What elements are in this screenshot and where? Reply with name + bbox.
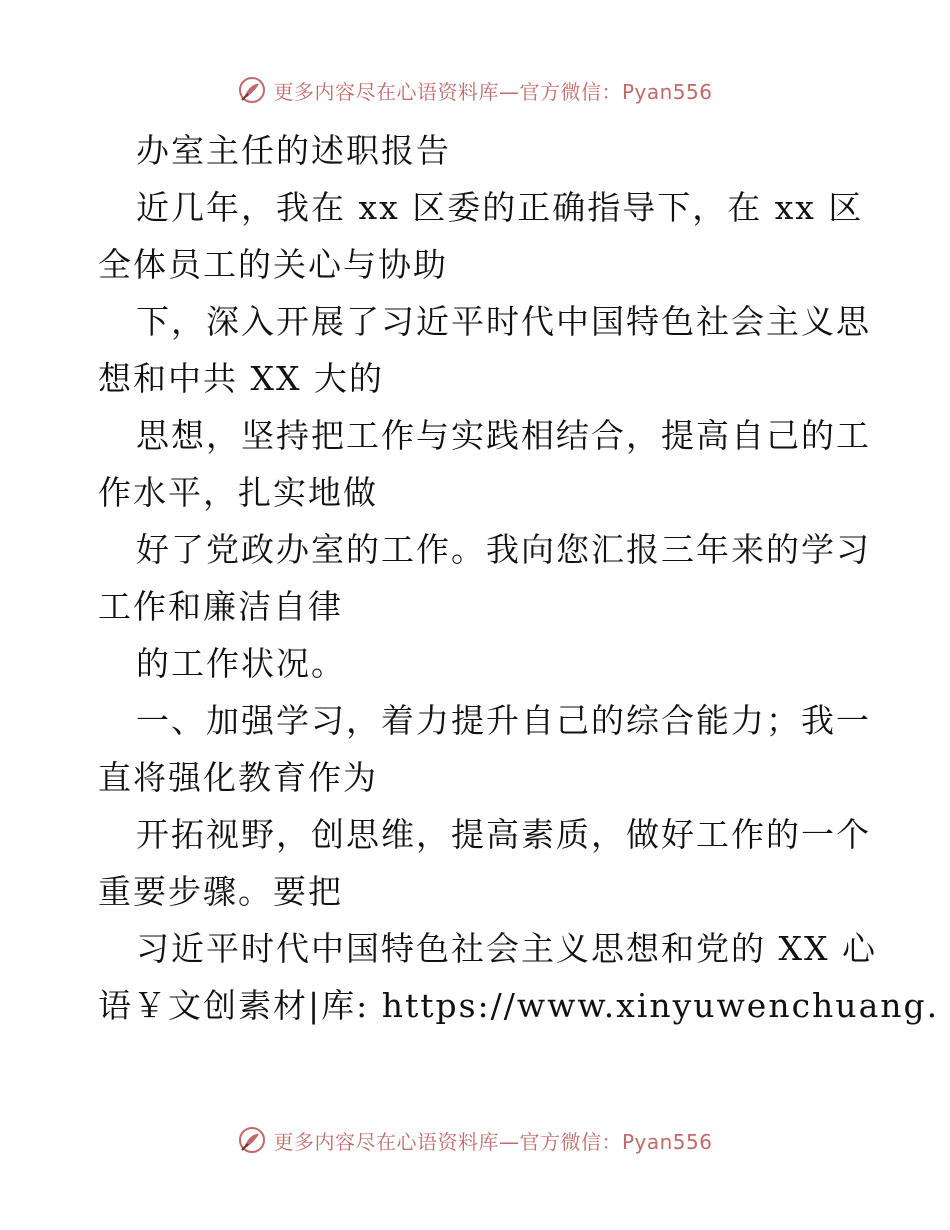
document-body bbox=[98, 122, 940, 1034]
paragraph-line: 想和中共 XX 大的 bbox=[98, 359, 384, 398]
paragraph-line: 工作和廉洁自律 bbox=[98, 587, 343, 626]
rose-pen-logo-icon bbox=[237, 1125, 267, 1155]
paragraph-line: 好了党政办室的工作。我向您汇报三年来的学习 bbox=[136, 530, 871, 569]
paragraph-line: 开拓视野，创思维，提高素质，做好工作的一个 bbox=[136, 815, 871, 854]
paragraph-line: 全体员工的关心与协助 bbox=[98, 245, 448, 284]
watermark-text: 更多内容尽在心语资料库—官方微信：Pyan556 bbox=[273, 79, 713, 104]
paragraph-line: 直将强化教育作为 bbox=[98, 758, 378, 797]
rose-pen-logo-icon bbox=[237, 75, 267, 105]
paragraph-line: 近几年，我在 xx 区委的正确指导下，在 xx 区 bbox=[136, 188, 864, 227]
paragraph-line: 的工作状况。 bbox=[136, 644, 346, 683]
paragraph-line: 重要步骤。要把 bbox=[98, 872, 343, 911]
footer-watermark-banner bbox=[0, 1120, 950, 1160]
section-heading-line: 一、加强学习，着力提升自己的综合能力；我一 bbox=[136, 701, 871, 740]
document-title: 办室主任的述职报告 bbox=[136, 131, 451, 170]
header-watermark-banner bbox=[0, 70, 950, 110]
watermark-text: 更多内容尽在心语资料库—官方微信：Pyan556 bbox=[273, 1129, 713, 1154]
paragraph-line: 习近平时代中国特色社会主义思想和党的 XX 心 bbox=[136, 929, 877, 968]
paragraph-line: 思想，坚持把工作与实践相结合，提高自己的工 bbox=[136, 416, 871, 455]
paragraph-line: 下，深入开展了习近平时代中国特色社会主义思 bbox=[136, 302, 871, 341]
paragraph-line: 作水平，扎实地做 bbox=[98, 473, 378, 512]
paragraph-line: 语￥文创素材|库: https://www.xinyuwenchuang. bbox=[98, 986, 940, 1025]
